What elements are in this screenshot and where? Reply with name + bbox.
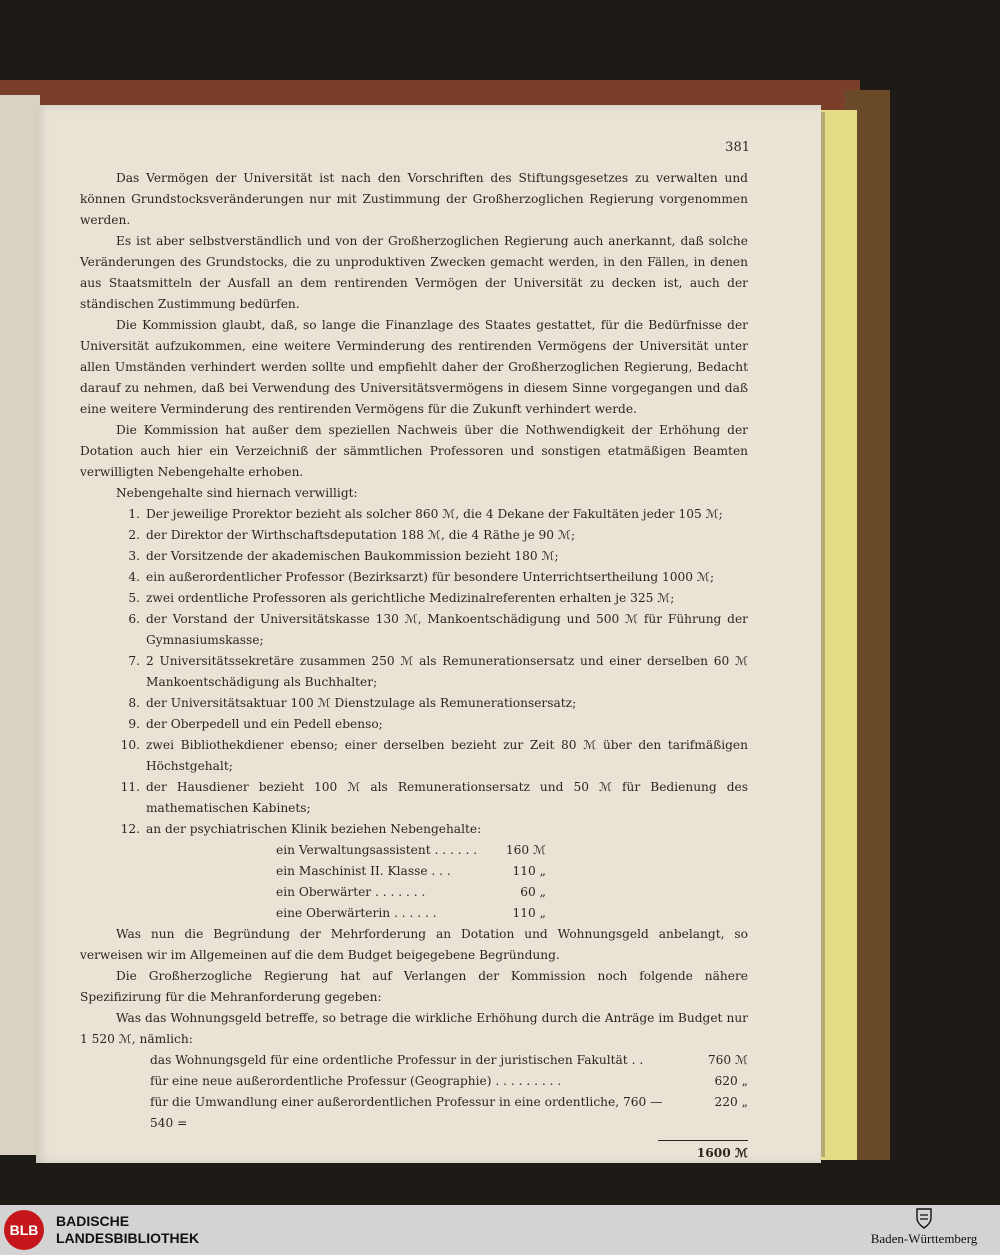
library-name xyxy=(56,1213,199,1247)
list-item xyxy=(80,735,748,777)
staff-role: ein Oberwärter . . . . . . . xyxy=(276,885,426,899)
paragraph: Die Großherzogliche Regierung hat auf Verlangen der Kommission noch folgende nähere Spezifizirung für die Mehranforderung gegeben: xyxy=(80,969,748,1004)
library-name-line1: BADISCHE xyxy=(56,1213,130,1229)
state-name: Baden-Württemberg xyxy=(870,1231,978,1246)
item-text: der Vorstand der Universitätskasse 130 ℳ, Mankoentschädigung und 500 ℳ für Führung der Gymnasiumskasse; xyxy=(146,612,748,647)
item-text: der Direktor der Wirthschaftsdeputation 188 ℳ, die 4 Räthe je 90 ℳ; xyxy=(146,528,576,542)
staff-role: ein Maschinist II. Klasse . . . xyxy=(276,864,451,878)
page-body xyxy=(80,168,748,1164)
list-item xyxy=(80,609,748,651)
list-item xyxy=(80,819,748,840)
item-number: 7. xyxy=(128,654,140,668)
item-text: zwei ordentliche Professoren als gerichtliche Medizinalreferenten erhalten je 325 ℳ; xyxy=(146,591,675,605)
list-item xyxy=(80,567,748,588)
item-text: der Hausdiener bezieht 100 ℳ als Remunerationsersatz und 50 ℳ für Bedienung des mathematischen Kabinets; xyxy=(146,780,748,815)
amount-label: für eine neue außerordentliche Professur (Geographie) . . . . . . . . . xyxy=(150,1074,562,1088)
baden-wuerttemberg-logo[interactable] xyxy=(854,1207,994,1247)
item-number: 1. xyxy=(128,507,140,521)
staff-row xyxy=(276,840,546,861)
staff-role: ein Verwaltungsassistent . . . . . . xyxy=(276,843,478,857)
blb-logo[interactable]: BLB xyxy=(4,1210,44,1250)
staff-amount: 60 „ xyxy=(520,885,546,899)
list-intro: Nebengehalte sind hiernach verwilligt: xyxy=(116,486,358,500)
item-number: 8. xyxy=(128,696,140,710)
amount-row xyxy=(80,1092,748,1134)
item-text: ein außerordentlicher Professor (Bezirksarzt) für besondere Unterrichtsertheilung 1000 ℳ; xyxy=(146,570,715,584)
item-number: 10. xyxy=(120,738,140,752)
amount-label: für die Umwandlung einer außerordentlichen Professur in eine ordentliche, 760 — 540 = xyxy=(150,1095,663,1130)
list-item xyxy=(80,714,748,735)
item-text: zwei Bibliothekdiener ebenso; einer derselben bezieht zur Zeit 80 ℳ über den tarifmäßigen Höchstgehalt; xyxy=(146,738,748,773)
amount-value: 760 ℳ xyxy=(707,1053,748,1067)
paragraph: Die Kommission glaubt, daß, so lange die Finanzlage des Staates gestattet, für die Bedürfnisse der Universität aufzukommen, eine weitere Verminderung des rentirenden Vermögens der Universität unter allen Umständen verhindert werden sollte und empfiehlt daher der Großherzoglichen Regierung, Bedacht darauf zu nehmen, daß bei Verwendung des Universitätsvermögens in diesem Sinne vorgegangen und daß eine weitere Verminderung des rentirenden Vermögens für die Zukunft verhindert werde. xyxy=(80,318,748,416)
staff-row xyxy=(276,903,546,924)
staff-role: eine Oberwärterin . . . . . . xyxy=(276,906,437,920)
coat-of-arms-icon xyxy=(915,1207,933,1229)
amount-value: 620 „ xyxy=(714,1074,748,1088)
item-number: 3. xyxy=(128,549,140,563)
list-item xyxy=(80,504,748,525)
total-row xyxy=(80,1140,748,1164)
item-text: der Vorsitzende der akademischen Baukommission bezieht 180 ℳ; xyxy=(146,549,559,563)
item-text: 2 Universitätssekretäre zusammen 250 ℳ als Remunerationsersatz und einer derselben 60 ℳ Mankoentschädigung als Buchhalter; xyxy=(146,654,748,689)
staff-amount: 160 ℳ xyxy=(505,843,546,857)
staff-row xyxy=(276,861,546,882)
item-text: an der psychiatrischen Klinik beziehen Nebengehalte: xyxy=(146,822,482,836)
item-number: 9. xyxy=(128,717,140,731)
staff-amount: 110 „ xyxy=(512,864,546,878)
item-number: 2. xyxy=(128,528,140,542)
item-number: 4. xyxy=(128,570,140,584)
item-number: 6. xyxy=(128,612,140,626)
paragraph: Es ist aber selbstverständlich und von der Großherzoglichen Regierung auch anerkannt, daß solche Veränderungen des Grundstocks, die zu unproduktiven Zwecken gemacht werden, in den Fällen, in denen aus Staatsmitteln der Ausfall an dem rentirenden Vermögen der Universität zu decken ist, auch der ständischen Zustimmung bedürfen. xyxy=(80,234,748,311)
total-value: 1600 ℳ xyxy=(658,1140,748,1164)
list-item xyxy=(80,525,748,546)
item-number: 5. xyxy=(128,591,140,605)
item-number: 12. xyxy=(120,822,140,836)
klinik-staff-list xyxy=(276,840,546,924)
item-number: 11. xyxy=(120,780,140,794)
item-text: der Oberpedell und ein Pedell ebenso; xyxy=(146,717,383,731)
list-item xyxy=(80,693,748,714)
paragraph: Was das Wohnungsgeld betreffe, so betrage die wirkliche Erhöhung durch die Anträge im Budget nur 1 520 ℳ, nämlich: xyxy=(80,1011,748,1046)
library-footer xyxy=(0,1205,1000,1255)
item-text: Der jeweilige Prorektor bezieht als solcher 860 ℳ, die 4 Dekane der Fakultäten jeder 105 ℳ; xyxy=(146,507,723,521)
nebengehalte-list xyxy=(80,504,748,840)
staff-amount: 110 „ xyxy=(512,906,546,920)
paragraph: Was nun die Begründung der Mehrforderung an Dotation und Wohnungsgeld anbelangt, so verweisen wir im Allgemeinen auf die dem Budget beigegebene Begründung. xyxy=(80,927,748,962)
list-item xyxy=(80,588,748,609)
wohnungsgeld-list xyxy=(80,1050,748,1134)
amount-row xyxy=(80,1050,748,1071)
amount-value: 220 „ xyxy=(714,1095,748,1109)
list-item xyxy=(80,777,748,819)
library-name-line2: LANDESBIBLIOTHEK xyxy=(56,1230,200,1246)
paragraph: Das Vermögen der Universität ist nach den Vorschriften des Stiftungsgesetzes zu verwalten und können Grundstocksveränderungen nur mit Zustimmung der Großherzoglichen Regierung vorgenommen werden. xyxy=(80,171,748,227)
list-item xyxy=(80,546,748,567)
left-page-edge xyxy=(0,95,40,1155)
item-text: der Universitätsaktuar 100 ℳ Dienstzulage als Remunerationsersatz; xyxy=(146,696,577,710)
amount-row xyxy=(80,1071,748,1092)
page-number: 381 xyxy=(725,140,750,155)
amount-label: das Wohnungsgeld für eine ordentliche Professur in der juristischen Fakultät . . xyxy=(150,1053,644,1067)
staff-row xyxy=(276,882,546,903)
list-item xyxy=(80,651,748,693)
paragraph: Die Kommission hat außer dem speziellen Nachweis über die Nothwendigkeit der Erhöhung der Dotation auch hier ein Verzeichniß der sämmtlichen Professoren und sonstigen etatmäßigen Beamten verwilligten Nebengehalte erhoben. xyxy=(80,423,748,479)
